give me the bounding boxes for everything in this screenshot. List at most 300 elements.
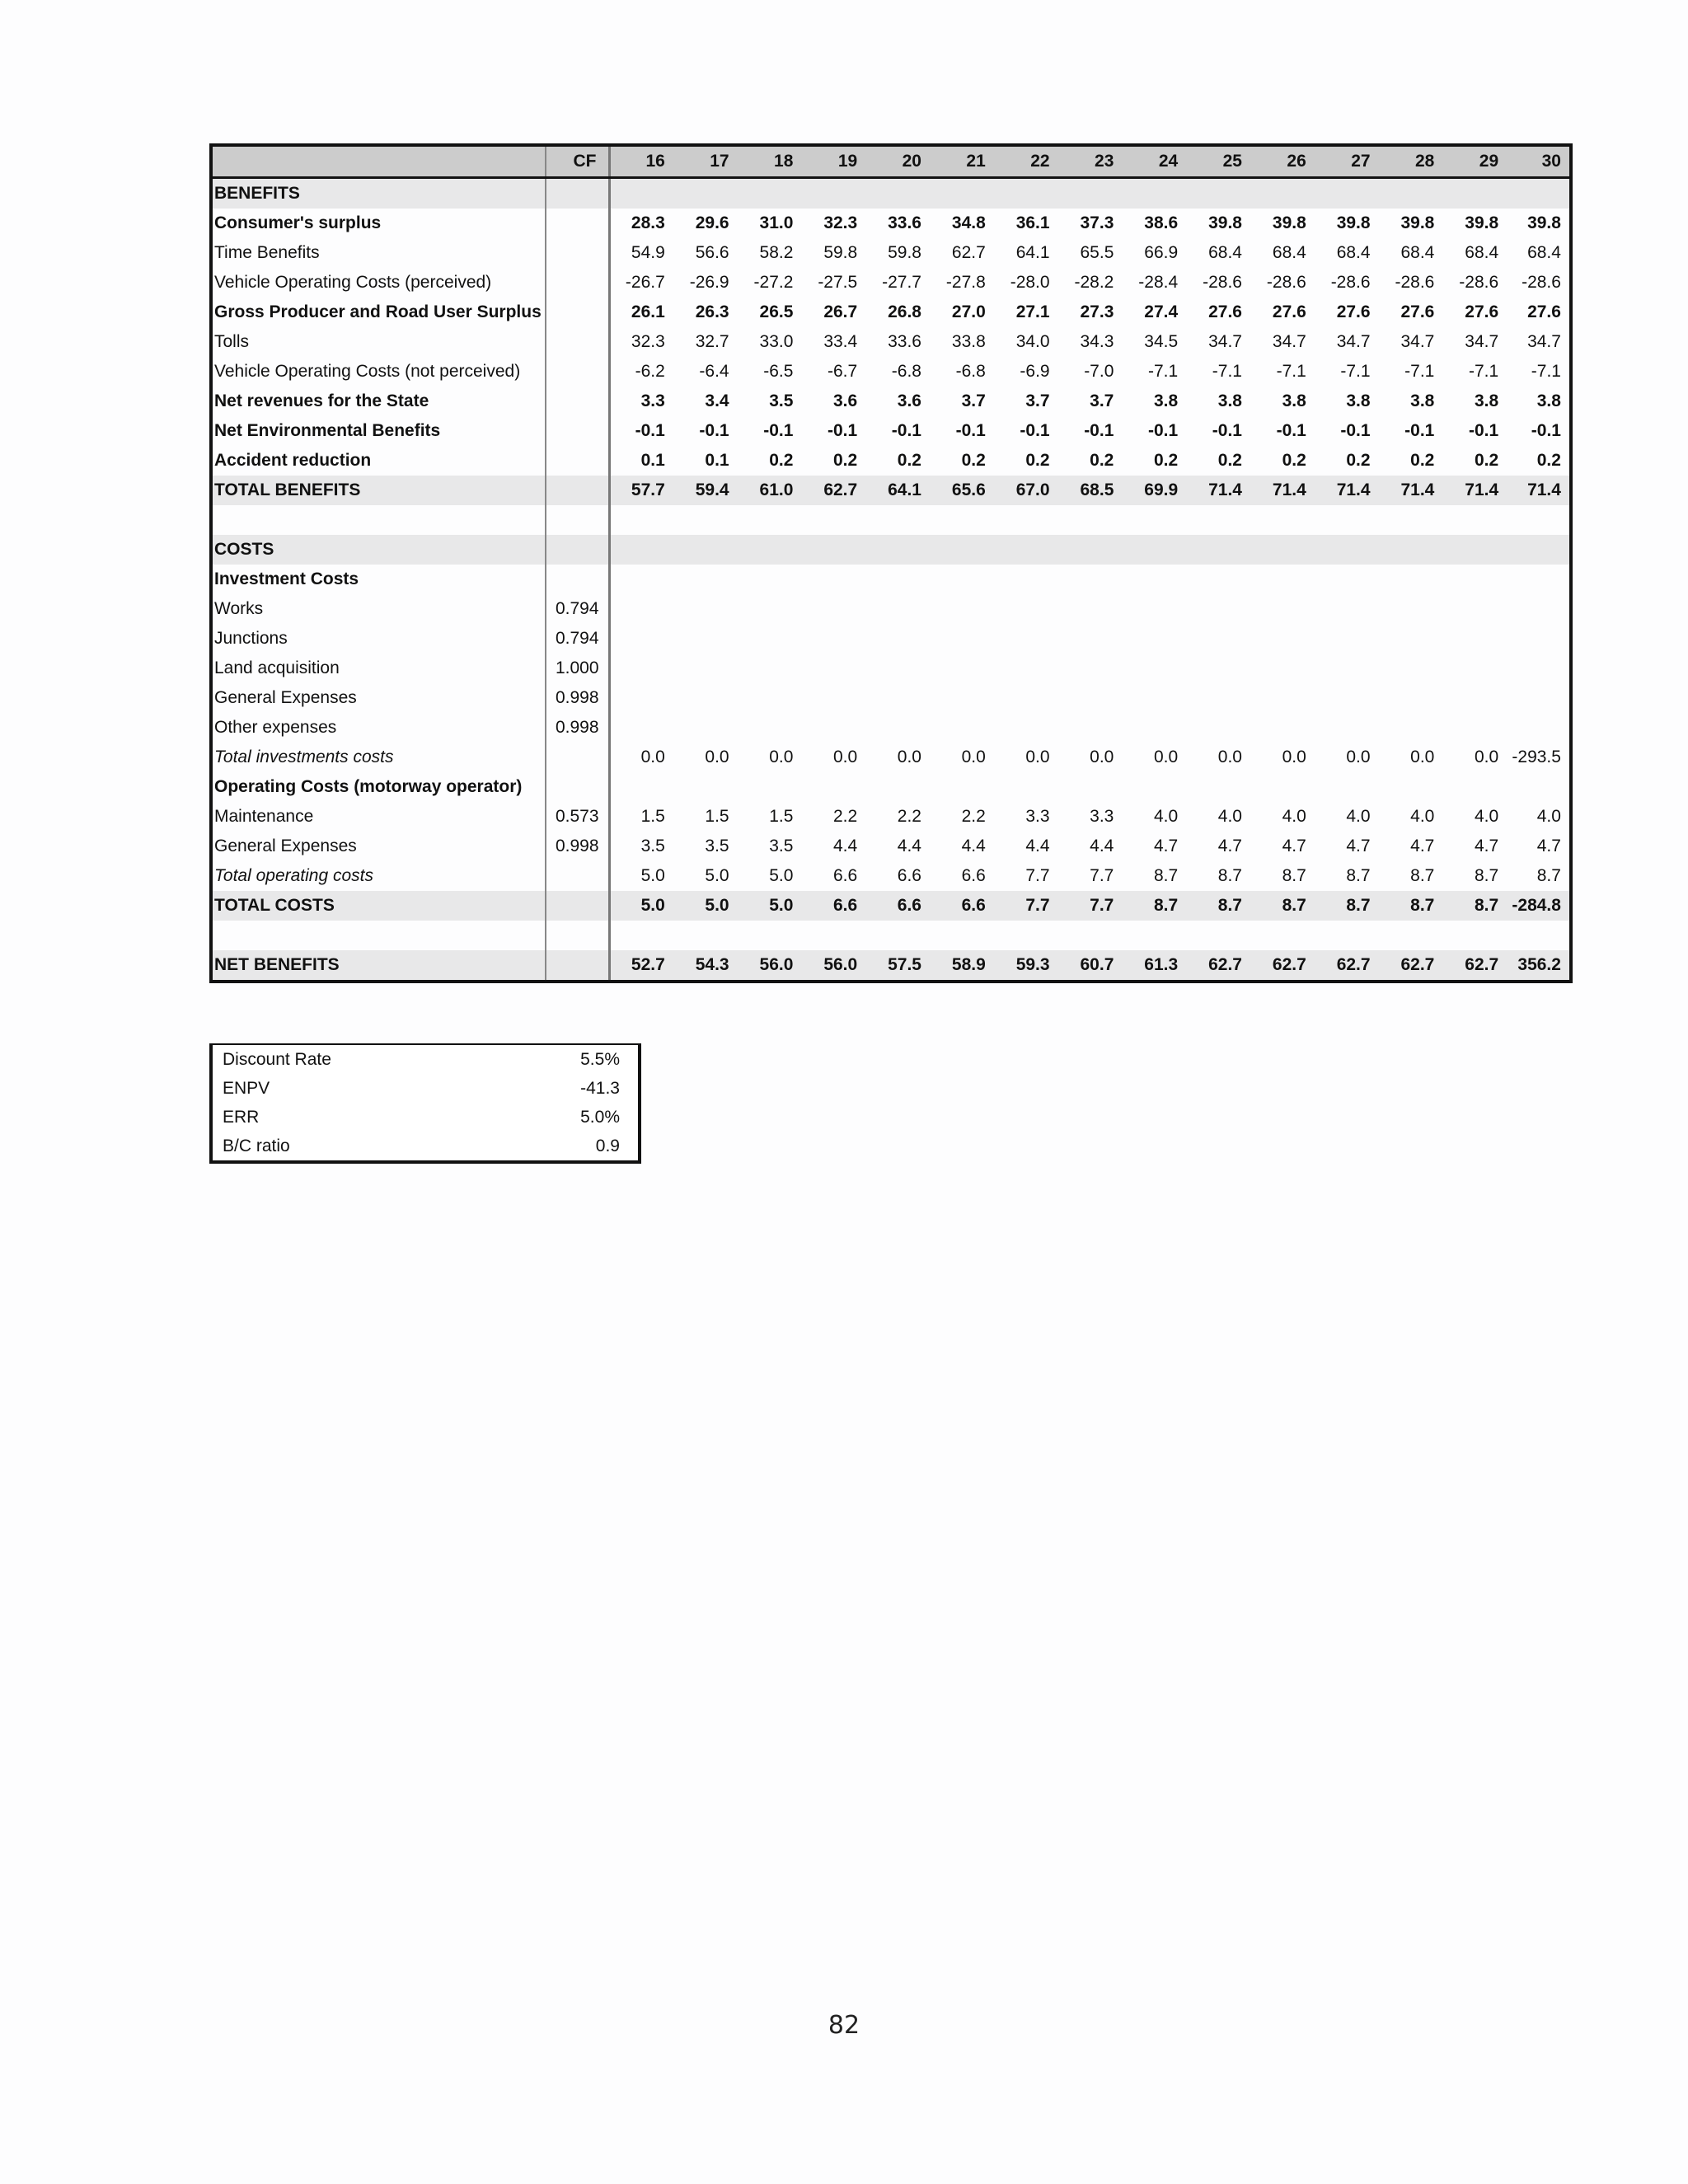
value-cell bbox=[738, 713, 802, 743]
value-cell bbox=[1058, 772, 1123, 802]
summary-row-discount-rate bbox=[213, 1045, 638, 1074]
value-cell: 7.7 bbox=[994, 891, 1058, 921]
value-cell: -6.8 bbox=[955, 362, 986, 381]
value-cell: -7.0 bbox=[1084, 362, 1114, 381]
value-cell bbox=[801, 654, 865, 683]
value-cell bbox=[1122, 713, 1186, 743]
value-cell bbox=[1442, 654, 1507, 683]
value-cell: 8.7 bbox=[1282, 866, 1306, 885]
value-cell: 59.3 bbox=[994, 950, 1058, 982]
value-cell bbox=[1058, 713, 1123, 743]
row-cf-cell bbox=[546, 209, 609, 238]
value-cell bbox=[1186, 178, 1250, 209]
row-cf-cell bbox=[546, 327, 609, 357]
value-cell: 0.0 bbox=[640, 748, 665, 766]
value-cell bbox=[609, 772, 673, 802]
value-cell: 3.3 bbox=[1025, 807, 1050, 826]
value-cell: 0.0 bbox=[1090, 748, 1114, 766]
value-cell bbox=[1315, 535, 1379, 565]
value-cell bbox=[1442, 505, 1507, 535]
value-cell: 26.3 bbox=[695, 302, 729, 321]
value-cell: 71.4 bbox=[1507, 476, 1571, 505]
value-cell: 62.7 bbox=[1186, 950, 1250, 982]
value-cell bbox=[1122, 535, 1186, 565]
value-cell: 6.6 bbox=[930, 891, 994, 921]
value-cell: 0.2 bbox=[897, 451, 921, 470]
value-cell bbox=[994, 535, 1058, 565]
value-cell: 68.4 bbox=[1400, 243, 1435, 262]
value-cell bbox=[865, 921, 930, 950]
value-cell bbox=[801, 624, 865, 654]
row-cf-cell: 0.998 bbox=[546, 683, 609, 713]
value-cell bbox=[673, 624, 738, 654]
value-cell bbox=[738, 565, 802, 594]
value-cell: 34.7 bbox=[1208, 332, 1242, 351]
value-cell: 2.2 bbox=[897, 807, 921, 826]
value-cell: 56.6 bbox=[695, 243, 729, 262]
table-row bbox=[211, 298, 1571, 327]
value-cell bbox=[930, 713, 994, 743]
value-cell: 28.3 bbox=[631, 213, 665, 232]
value-cell: 62.7 bbox=[1442, 950, 1507, 982]
header-year-cell: 24 bbox=[1122, 145, 1186, 178]
table-row bbox=[211, 535, 1571, 565]
value-cell: 4.4 bbox=[1025, 837, 1050, 855]
value-cell: 4.7 bbox=[1217, 837, 1242, 855]
value-cell: 59.8 bbox=[823, 243, 858, 262]
value-cell: -7.1 bbox=[1212, 362, 1242, 381]
row-cf-cell bbox=[546, 298, 609, 327]
value-cell bbox=[801, 535, 865, 565]
value-cell bbox=[673, 178, 738, 209]
value-cell bbox=[1122, 594, 1186, 624]
value-cell: 0.2 bbox=[1217, 451, 1242, 470]
value-cell: 33.0 bbox=[759, 332, 794, 351]
value-cell bbox=[1379, 565, 1443, 594]
value-cell bbox=[1379, 178, 1443, 209]
summary-box bbox=[209, 1043, 641, 1164]
value-cell: 4.0 bbox=[1153, 807, 1179, 826]
value-cell: 3.8 bbox=[1217, 391, 1242, 410]
page-number: 82 bbox=[828, 2011, 860, 2040]
value-cell: 0.1 bbox=[640, 451, 665, 470]
value-cell: 61.3 bbox=[1122, 950, 1186, 982]
value-cell: 68.4 bbox=[1336, 243, 1371, 262]
row-cf-cell bbox=[546, 238, 609, 268]
value-cell: 3.4 bbox=[705, 391, 729, 410]
value-cell bbox=[994, 594, 1058, 624]
value-cell: -7.1 bbox=[1404, 362, 1435, 381]
value-cell: 68.4 bbox=[1465, 243, 1499, 262]
value-cell: 32.7 bbox=[695, 332, 729, 351]
value-cell: 0.2 bbox=[1090, 451, 1114, 470]
table-row bbox=[211, 209, 1571, 238]
value-cell bbox=[930, 772, 994, 802]
value-cell: 68.4 bbox=[1272, 243, 1306, 262]
header-year-cell: 21 bbox=[930, 145, 994, 178]
row-label-cell: Operating Costs (motorway operator) bbox=[214, 777, 523, 796]
header-year-cell: 28 bbox=[1379, 145, 1443, 178]
value-cell: 0.2 bbox=[1346, 451, 1371, 470]
value-cell: 0.2 bbox=[832, 451, 858, 470]
value-cell bbox=[1379, 713, 1443, 743]
value-cell: 32.3 bbox=[823, 213, 858, 232]
value-cell bbox=[1379, 654, 1443, 683]
value-cell: 2.2 bbox=[832, 807, 858, 826]
value-cell: 7.7 bbox=[1025, 866, 1050, 885]
value-cell: 62.7 bbox=[1315, 950, 1379, 982]
value-cell: 8.7 bbox=[1217, 866, 1242, 885]
value-cell bbox=[1507, 624, 1571, 654]
value-cell bbox=[1315, 772, 1379, 802]
table-row bbox=[211, 832, 1571, 861]
value-cell bbox=[1122, 624, 1186, 654]
value-cell bbox=[738, 624, 802, 654]
value-cell: -28.6 bbox=[1522, 273, 1561, 292]
value-cell: -6.9 bbox=[1020, 362, 1050, 381]
value-cell bbox=[1122, 921, 1186, 950]
value-cell bbox=[1058, 565, 1123, 594]
value-cell bbox=[1186, 772, 1250, 802]
value-cell: 8.7 bbox=[1153, 866, 1179, 885]
value-cell: 66.9 bbox=[1144, 243, 1179, 262]
table-row bbox=[211, 594, 1571, 624]
value-cell: 1.5 bbox=[640, 807, 665, 826]
value-cell: -0.1 bbox=[1084, 421, 1114, 440]
value-cell bbox=[609, 921, 673, 950]
table-header-row bbox=[211, 145, 1571, 178]
value-cell: 8.7 bbox=[1250, 891, 1315, 921]
value-cell: 0.0 bbox=[1410, 748, 1435, 766]
value-cell: 26.5 bbox=[759, 302, 794, 321]
value-cell: 67.0 bbox=[994, 476, 1058, 505]
row-label-cell: Total operating costs bbox=[214, 866, 374, 885]
value-cell bbox=[1507, 772, 1571, 802]
value-cell bbox=[1250, 535, 1315, 565]
value-cell: 27.6 bbox=[1400, 302, 1435, 321]
value-cell: 5.0 bbox=[609, 891, 673, 921]
value-cell: 71.4 bbox=[1315, 476, 1379, 505]
row-label-cell: Vehicle Operating Costs (perceived) bbox=[214, 273, 492, 292]
value-cell: 26.8 bbox=[888, 302, 921, 321]
value-cell: 3.5 bbox=[769, 837, 794, 855]
value-cell bbox=[994, 683, 1058, 713]
value-cell: -28.4 bbox=[1138, 273, 1179, 292]
value-cell bbox=[673, 713, 738, 743]
row-label-cell: Vehicle Operating Costs (not perceived) bbox=[214, 362, 521, 381]
value-cell bbox=[609, 535, 673, 565]
table-row bbox=[211, 654, 1571, 683]
table-row bbox=[211, 683, 1571, 713]
summary-label: B/C ratio bbox=[223, 1137, 290, 1155]
row-cf-cell bbox=[546, 357, 609, 387]
table-row bbox=[211, 565, 1571, 594]
value-cell: 3.6 bbox=[832, 391, 858, 410]
value-cell bbox=[801, 565, 865, 594]
value-cell bbox=[930, 683, 994, 713]
value-cell: 34.0 bbox=[1015, 332, 1050, 351]
value-cell bbox=[1186, 535, 1250, 565]
value-cell bbox=[609, 683, 673, 713]
value-cell: 58.2 bbox=[759, 243, 794, 262]
value-cell bbox=[1315, 654, 1379, 683]
value-cell bbox=[609, 565, 673, 594]
header-year-cell: 27 bbox=[1315, 145, 1379, 178]
row-label-cell: Maintenance bbox=[214, 807, 314, 826]
value-cell: 62.7 bbox=[1250, 950, 1315, 982]
row-label-cell: COSTS bbox=[211, 535, 546, 565]
summary-row-err bbox=[213, 1103, 638, 1132]
value-cell: -0.1 bbox=[828, 421, 858, 440]
row-cf-cell bbox=[546, 921, 609, 950]
value-cell bbox=[609, 654, 673, 683]
value-cell bbox=[1315, 594, 1379, 624]
row-cf-cell bbox=[546, 950, 609, 982]
value-cell: 27.6 bbox=[1272, 302, 1306, 321]
row-label-cell: Total investments costs bbox=[214, 748, 394, 766]
value-cell: 33.4 bbox=[823, 332, 858, 351]
value-cell bbox=[673, 654, 738, 683]
value-cell: 7.7 bbox=[1090, 866, 1114, 885]
value-cell: 34.3 bbox=[1080, 332, 1114, 351]
value-cell bbox=[1186, 713, 1250, 743]
value-cell: 6.6 bbox=[832, 866, 858, 885]
value-cell: 3.5 bbox=[640, 837, 665, 855]
value-cell bbox=[1507, 594, 1571, 624]
summary-value: 0.9 bbox=[595, 1137, 620, 1155]
value-cell: 3.8 bbox=[1474, 391, 1499, 410]
value-cell: -27.5 bbox=[818, 273, 858, 292]
row-cf-cell: 0.794 bbox=[546, 624, 609, 654]
value-cell bbox=[1379, 772, 1443, 802]
value-cell: 4.0 bbox=[1410, 807, 1435, 826]
value-cell: 57.7 bbox=[609, 476, 673, 505]
value-cell: -0.1 bbox=[1212, 421, 1242, 440]
header-year-cell: 17 bbox=[673, 145, 738, 178]
header-year-cell: 19 bbox=[801, 145, 865, 178]
value-cell bbox=[1315, 565, 1379, 594]
value-cell bbox=[1058, 654, 1123, 683]
value-cell: 34.8 bbox=[951, 213, 986, 232]
value-cell: -0.1 bbox=[699, 421, 729, 440]
value-cell: 33.8 bbox=[951, 332, 986, 351]
value-cell: 0.1 bbox=[705, 451, 729, 470]
value-cell bbox=[738, 535, 802, 565]
value-cell: 5.0 bbox=[640, 866, 665, 885]
value-cell bbox=[994, 565, 1058, 594]
row-cf-cell bbox=[546, 535, 609, 565]
value-cell: 3.7 bbox=[1025, 391, 1050, 410]
value-cell: 71.4 bbox=[1250, 476, 1315, 505]
value-cell: 0.0 bbox=[1025, 748, 1050, 766]
value-cell bbox=[1250, 654, 1315, 683]
value-cell bbox=[1442, 624, 1507, 654]
row-cf-cell bbox=[546, 861, 609, 891]
value-cell bbox=[1379, 921, 1443, 950]
table-row bbox=[211, 357, 1571, 387]
value-cell bbox=[1250, 624, 1315, 654]
value-cell bbox=[1442, 713, 1507, 743]
summary-value: 5.0% bbox=[580, 1108, 620, 1127]
value-cell bbox=[1122, 565, 1186, 594]
value-cell bbox=[1186, 624, 1250, 654]
value-cell: 31.0 bbox=[759, 213, 794, 232]
value-cell: 1.5 bbox=[705, 807, 729, 826]
value-cell: -284.8 bbox=[1507, 891, 1571, 921]
row-label-cell: Consumer's surplus bbox=[214, 213, 382, 232]
value-cell: 61.0 bbox=[738, 476, 802, 505]
value-cell bbox=[1315, 178, 1379, 209]
value-cell bbox=[1507, 535, 1571, 565]
value-cell: -28.6 bbox=[1266, 273, 1306, 292]
value-cell bbox=[1315, 505, 1379, 535]
value-cell bbox=[1186, 654, 1250, 683]
value-cell: 4.7 bbox=[1410, 837, 1435, 855]
value-cell: 26.7 bbox=[823, 302, 858, 321]
value-cell: 4.4 bbox=[961, 837, 986, 855]
value-cell: 71.4 bbox=[1186, 476, 1250, 505]
row-cf-cell: 0.573 bbox=[546, 802, 609, 832]
header-year-cell: 20 bbox=[865, 145, 930, 178]
value-cell: -6.2 bbox=[635, 362, 665, 381]
value-cell: 4.7 bbox=[1282, 837, 1306, 855]
value-cell: 3.8 bbox=[1536, 391, 1561, 410]
value-cell: 0.2 bbox=[1025, 451, 1050, 470]
value-cell bbox=[1442, 921, 1507, 950]
value-cell bbox=[673, 772, 738, 802]
value-cell: -27.7 bbox=[882, 273, 921, 292]
value-cell: 0.2 bbox=[1282, 451, 1306, 470]
value-cell bbox=[1442, 565, 1507, 594]
value-cell: 8.7 bbox=[1474, 866, 1499, 885]
row-cf-cell bbox=[546, 268, 609, 298]
value-cell bbox=[1250, 921, 1315, 950]
value-cell bbox=[1507, 683, 1571, 713]
value-cell: -7.1 bbox=[1147, 362, 1179, 381]
value-cell: 59.4 bbox=[673, 476, 738, 505]
value-cell bbox=[865, 683, 930, 713]
value-cell bbox=[673, 565, 738, 594]
value-cell: -0.1 bbox=[1340, 421, 1371, 440]
value-cell bbox=[1315, 624, 1379, 654]
value-cell: 32.3 bbox=[631, 332, 665, 351]
value-cell bbox=[1442, 594, 1507, 624]
value-cell: 56.0 bbox=[801, 950, 865, 982]
row-label-cell: Net revenues for the State bbox=[214, 391, 429, 410]
row-cf-cell bbox=[546, 743, 609, 772]
value-cell bbox=[930, 594, 994, 624]
summary-value: -41.3 bbox=[580, 1079, 620, 1098]
value-cell: 4.7 bbox=[1153, 837, 1179, 855]
value-cell: 4.0 bbox=[1217, 807, 1242, 826]
value-cell: 5.0 bbox=[705, 866, 729, 885]
value-cell: 68.5 bbox=[1058, 476, 1123, 505]
value-cell: 0.0 bbox=[1346, 748, 1371, 766]
value-cell bbox=[1122, 505, 1186, 535]
row-cf-cell bbox=[546, 772, 609, 802]
value-cell bbox=[865, 178, 930, 209]
value-cell bbox=[738, 683, 802, 713]
value-cell: 0.0 bbox=[832, 748, 858, 766]
value-cell: 3.8 bbox=[1153, 391, 1179, 410]
value-cell: 8.7 bbox=[1536, 866, 1561, 885]
value-cell: 0.0 bbox=[1474, 748, 1499, 766]
value-cell: 27.4 bbox=[1144, 302, 1179, 321]
row-cf-cell bbox=[546, 416, 609, 446]
value-cell: -293.5 bbox=[1512, 748, 1561, 766]
value-cell: 71.4 bbox=[1442, 476, 1507, 505]
value-cell: 8.7 bbox=[1410, 866, 1435, 885]
value-cell bbox=[673, 921, 738, 950]
value-cell: 62.7 bbox=[951, 243, 986, 262]
value-cell bbox=[865, 565, 930, 594]
value-cell bbox=[609, 624, 673, 654]
value-cell bbox=[1058, 921, 1123, 950]
value-cell: 0.0 bbox=[1153, 748, 1179, 766]
value-cell: 69.9 bbox=[1122, 476, 1186, 505]
value-cell: -0.1 bbox=[635, 421, 665, 440]
row-label-cell: Works bbox=[214, 599, 264, 618]
row-cf-cell bbox=[546, 387, 609, 416]
value-cell bbox=[865, 594, 930, 624]
value-cell bbox=[994, 178, 1058, 209]
header-year-cell: 22 bbox=[994, 145, 1058, 178]
row-label-cell: Time Benefits bbox=[214, 243, 320, 262]
value-cell bbox=[801, 178, 865, 209]
value-cell bbox=[1122, 772, 1186, 802]
value-cell bbox=[673, 683, 738, 713]
value-cell: 68.4 bbox=[1208, 243, 1242, 262]
value-cell: -7.1 bbox=[1468, 362, 1499, 381]
value-cell bbox=[930, 565, 994, 594]
value-cell: -26.9 bbox=[689, 273, 729, 292]
value-cell: 6.6 bbox=[865, 891, 930, 921]
row-cf-cell bbox=[546, 565, 609, 594]
value-cell: -0.1 bbox=[1468, 421, 1499, 440]
value-cell: 62.7 bbox=[1379, 950, 1443, 982]
value-cell: 8.7 bbox=[1379, 891, 1443, 921]
value-cell: 0.0 bbox=[705, 748, 729, 766]
value-cell bbox=[1122, 178, 1186, 209]
value-cell bbox=[1186, 505, 1250, 535]
row-label-cell: Land acquisition bbox=[214, 658, 340, 677]
value-cell: 3.7 bbox=[961, 391, 986, 410]
value-cell: -0.1 bbox=[955, 421, 986, 440]
value-cell: 34.7 bbox=[1272, 332, 1306, 351]
value-cell bbox=[994, 921, 1058, 950]
row-cf-cell bbox=[546, 891, 609, 921]
value-cell: 3.3 bbox=[640, 391, 665, 410]
row-cf-cell: 0.794 bbox=[546, 594, 609, 624]
value-cell: 356.2 bbox=[1507, 950, 1571, 982]
value-cell: 34.7 bbox=[1336, 332, 1371, 351]
value-cell bbox=[738, 505, 802, 535]
value-cell bbox=[1379, 624, 1443, 654]
table-row bbox=[211, 416, 1571, 446]
cost-benefit-table bbox=[209, 143, 1573, 983]
value-cell: 1.5 bbox=[769, 807, 794, 826]
value-cell bbox=[738, 921, 802, 950]
value-cell bbox=[738, 654, 802, 683]
value-cell: 4.0 bbox=[1536, 807, 1561, 826]
row-cf-cell bbox=[546, 476, 609, 505]
row-cf-cell bbox=[546, 178, 609, 209]
header-year-cell: 30 bbox=[1507, 145, 1571, 178]
value-cell: -28.2 bbox=[1074, 273, 1114, 292]
value-cell bbox=[1250, 683, 1315, 713]
value-cell bbox=[930, 624, 994, 654]
value-cell: -0.1 bbox=[1276, 421, 1306, 440]
